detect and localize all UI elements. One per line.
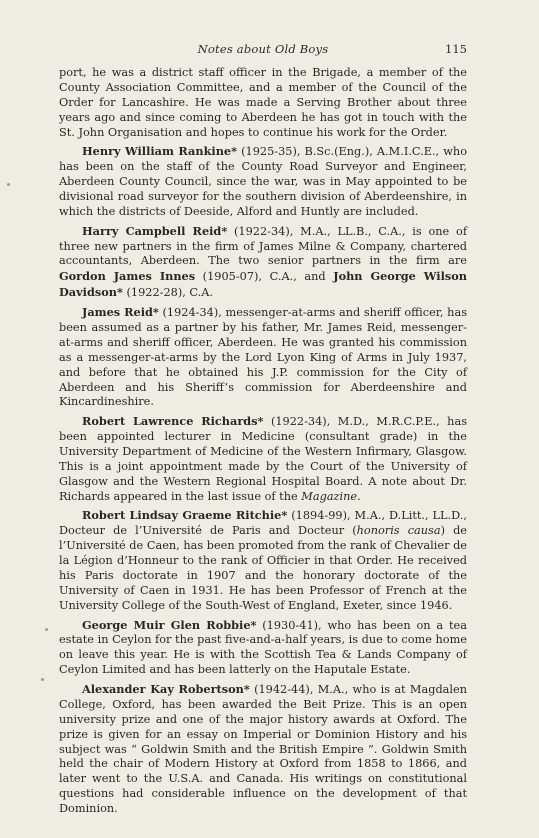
italic-text: honoris causa (356, 524, 441, 538)
scan-speck (45, 628, 48, 631)
person-name: Henry William Rankine* (82, 144, 237, 159)
text-segment: (1930-41), who has been on a tea estate in Ceylon for the past five-and-a-half years, is due to come home on leave this year. He is with the Scottish Tea & Lands Company of Ceylon Limited and has been latterly on the Haputale Estate. (59, 618, 467, 677)
scan-speck (41, 678, 44, 681)
person-name: Alexander Kay Robertson* (82, 681, 250, 696)
person-name: Harry Campbell Reid* (82, 223, 228, 238)
scan-speck (7, 183, 10, 186)
text-segment: ) de l’Université de Caen, has been promoted from the rank of Chevalier de la Légion d’Honneur to the rank of Officier in that Order. He received his Paris doctorate in 1907 and the honorary doctorate of the University of Caen in 1931. He has been Professor of French at the University College of the South-West of England, Exeter, since 1946. (59, 524, 467, 612)
italic-text: Magazine (301, 489, 358, 503)
person-name: Robert Lindsay Graeme Ritchie* (82, 508, 288, 523)
person-name: John George Wilson Davidson* (59, 269, 467, 300)
paragraph (59, 224, 467, 302)
text-segment: port, he was a district staff officer in the Brigade, a member of the County Association Committee, and a member of the Council of the Order for Lancashire. He was made a Serving Brother about three years ago and since coming to Aberdeen he has got in touch with the St. John Organisation and hopes to continue his work for the Order. (59, 66, 467, 139)
text-segment: (1925-35), B.Sc.(Eng.), A.M.I.C.E., who has been on the staff of the County Road Surveyor and Engineer, Aberdeen County Council, since the war, was in May appointed to be divisional road surveyor for the southern division of Aberdeenshire, in which the districts of Deeside, Alford and Huntly are included. (59, 145, 467, 218)
page-number: 115 (445, 42, 467, 56)
person-name: James Reid* (82, 304, 159, 319)
paragraph (59, 682, 467, 817)
person-name: Robert Lawrence Richards* (82, 414, 264, 429)
page-header (59, 42, 467, 60)
paragraph (59, 66, 467, 141)
text-segment: (1922-34), M.D., M.R.C.P.E., has been appointed lecturer in Medicine (consultant grade) in the University Department of Medicine of the Western Infirmary, Glasgow. This is a joint appointment made by the Court of the University of Glasgow and the Western Regional Hospital Board. A note about Dr. Richards appeared in the last issue of the (59, 415, 467, 503)
paragraph (59, 508, 467, 613)
paragraph (59, 618, 467, 679)
person-name: Gordon James Innes (59, 269, 196, 284)
text-segment: (1924-34), messenger-at-arms and sheriff officer, has been assumed as a partner by his father, Mr. James Reid, messenger-at-arms and sheriff officer, Aberdeen. He was granted his commission as a messenger-at-arms by the Lord Lyon King of Arms in July 1937, and before that he obtained his J.P. commission for the City of Aberdeen and his Sheriff’s commission for Aberdeenshire and Kincardineshire. (59, 305, 467, 409)
text-segment: (1922-28), C.A. (122, 286, 214, 300)
text-segment: . (357, 489, 361, 503)
paragraph (59, 414, 467, 504)
text-segment: (1942-44), M.A., who is at Magdalen College, Oxford, has been awarded the Beit Prize. This is an open university prize and one of the major history awards at Oxford. The prize is given for an essay on Imperial or Dominion History and his subject was “ Goldwin Smith and the British Empire ”. Goldwin Smith held the chair of Modern History at Oxford from 1858 to 1866, and later went to the U.S.A. and Canada. His writings on constitutional questions had considerable influence on the development of that Dominion. (59, 682, 467, 816)
text-segment: (1905-07), C.A., and (195, 270, 334, 284)
paragraph (59, 144, 467, 220)
running-title: Notes about Old Boys (197, 42, 329, 56)
person-name: George Muir Glen Robbie* (82, 617, 257, 632)
text-segment: (1894-99), M.A., D.Litt., LL.D., Docteur de l’Université de Paris and Docteur ( (59, 509, 467, 538)
article-body (59, 66, 467, 817)
text-segment: (1922-34), M.A., LL.B., C.A., is one of three new partners in the firm of James Milne & Company, chartered accountants, Aberdeen. The two senior partners in the firm are (59, 224, 467, 268)
paragraph (59, 305, 467, 410)
document-page (59, 42, 467, 817)
